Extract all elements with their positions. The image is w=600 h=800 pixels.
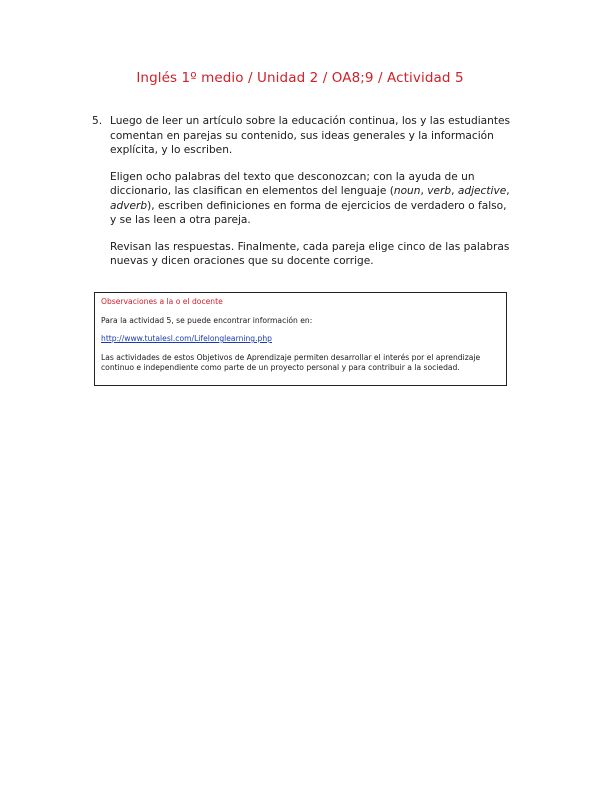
- activity-number: 5.: [92, 115, 103, 127]
- term-verb: verb: [427, 185, 452, 197]
- activity-paragraph-3: Revisan las respuestas. Finalmente, cada pareja elige cinco de las palabras nuevas y dicen oraciones que su docente corrige.: [110, 240, 510, 267]
- paragraph-2-intro: Eligen ocho palabras del texto que desconozcan; con la ayuda de un diccionario, las clasifican en elementos del lenguaje (: [110, 170, 475, 197]
- separator: ,: [451, 185, 458, 197]
- activity-item: [92, 114, 512, 281]
- teacher-notes-line-1: Para la actividad 5, se puede encontrar información en:: [101, 315, 313, 325]
- activity-body: [110, 114, 512, 281]
- activity-section: [92, 114, 512, 281]
- term-adverb: adverb: [110, 199, 148, 212]
- teacher-notes-line-2: Las actividades de estos Objetivos de Aprendizaje permiten desarrollar el interés por el aprendizaje continuo e independiente como parte de un proyecto personal y para contribuir a la sociedad.: [101, 352, 481, 372]
- separator: ,: [506, 185, 510, 197]
- teacher-notes-title: Observaciones a la o el docente: [101, 297, 223, 306]
- teacher-notes-box: [94, 292, 507, 386]
- term-adjective: adjective: [457, 185, 507, 197]
- paragraph-2-outro: ), escriben definiciones en forma de ejercicios de verdadero o falso, y se las leen a otra pareja.: [110, 199, 507, 226]
- page-title: Inglés 1º medio / Unidad 2 / OA8;9 / Actividad 5: [136, 70, 464, 86]
- activity-paragraph-1: Luego de leer un artículo sobre la educación continua, los y las estudiantes comentan en parejas su contenido, sus ideas generales y la información explícita, y lo escriben.: [110, 115, 511, 156]
- term-noun: noun: [393, 185, 421, 197]
- resource-link[interactable]: http://www.tutalesl.com/Lifelonglearning.php: [101, 334, 272, 343]
- separator: ,: [420, 185, 428, 197]
- activity-paragraph-2: [110, 170, 512, 228]
